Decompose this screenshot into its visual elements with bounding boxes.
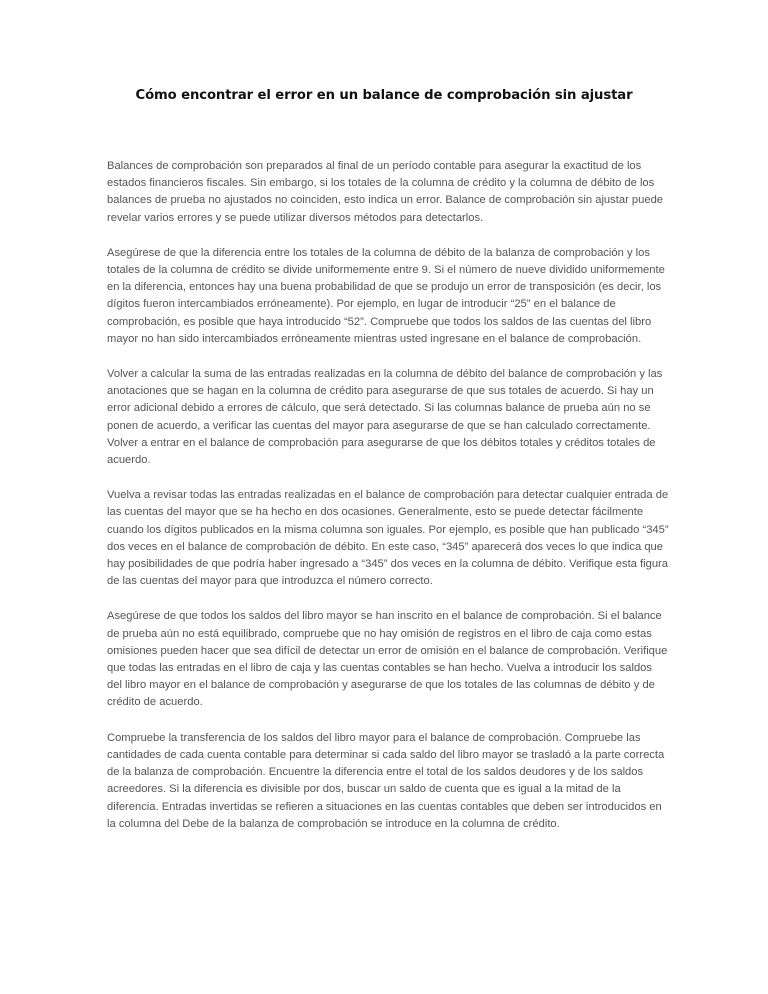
paragraph-1: Balances de comprobación son preparados al final de un período contable para asegurar la exactitud de los estados financieros fiscales. Sin embargo, si los totales de la columna de crédito y la columna de débito de los balances de prueba no ajustados no coinciden, esto indica un error. Balance de comprobación sin ajustar puede revelar varios errores y se puede utilizar diversos métodos para detectarlos. bbox=[107, 160, 664, 224]
paragraph-2: Asegúrese de que la diferencia entre los totales de la columna de débito de la balanza de comprobación y los totales de la columna de crédito se divide uniformemente entre 9. Si el número de nueve dividido uniformemente en la diferencia, entonces hay una buena probabilidad de que se produjo un error de transposición (es decir, los dígitos fueron intercambiados erróneamente). Por ejemplo, en lugar de introducir “25” en el balance de comprobación, es posible que haya introducido “52”. Compruebe que todos los saldos de las cuentas del libro mayor no han sido intercambiados erróneamente mientras usted ingresane en el balance de comprobación. bbox=[107, 246, 665, 345]
document-title: Cómo encontrar el error en un balance de comprobación sin ajustar bbox=[135, 88, 633, 103]
document-body bbox=[107, 158, 669, 851]
paragraph-5: Asegúrese de que todos los saldos del libro mayor se han inscrito en el balance de comprobación. Si el balance de prueba aún no está equilibrado, compruebe que no hay omisión de registros en el libro de caja como estas omisiones pueden hacer que sea difícil de detectar un error de omisión en el balance de comprobación. Verifique que todas las entradas en el libro de caja y las cuentas contables se han hecho. Vuelva a introducir los saldos del libro mayor en el balance de comprobación y asegurarse de que los totales de las columnas de débito y de crédito de acuerdo. bbox=[107, 610, 668, 709]
paragraph-3: Volver a calcular la suma de las entradas realizadas en la columna de débito del balance de comprobación y las anotaciones que se hagan en la columna de crédito para asegurarse de que sus totales de acuerdo. Si hay un error adicional debido a errores de cálculo, que será detectado. Si las columnas balance de prueba aún no se ponen de acuerdo, a verificar las cuentas del mayor para asegurarse de que se han calculado correctamente. Volver a entrar en el balance de comprobación para asegurarse de que los débitos totales y créditos totales de acuerdo. bbox=[107, 368, 663, 467]
paragraph-6: Compruebe la transferencia de los saldos del libro mayor para el balance de comprobación. Compruebe las cantidades de cada cuenta contable para determinar si cada saldo del libro mayor se trasladó a la parte correcta de la balanza de comprobación. Encuentre la diferencia entre el total de los saldos deudores y de los saldos acreedores. Si la diferencia es divisible por dos, buscar un saldo de cuenta que es igual a la mitad de la diferencia. Entradas invertidas se refieren a situaciones en las cuentas contables que deben ser introducidos en la columna del Debe de la balanza de comprobación se introduce en la columna de crédito. bbox=[107, 731, 665, 830]
paragraph-4: Vuelva a revisar todas las entradas realizadas en el balance de comprobación para detectar cualquier entrada de las cuentas del mayor que se ha hecho en dos ocasiones. Generalmente, esto se puede detectar fácilmente cuando los dígitos publicados en la misma columna son iguales. Por ejemplo, es posible que han publicado “345” dos veces en el balance de comprobación de débito. En este caso, “345” aparecerá dos veces lo que indica que hay posibilidades de que podría haber ingresado a “345” dos veces en la columna de débito. Verifique esta figura de las cuentas del mayor para que introduzca el número correcto. bbox=[107, 489, 669, 588]
